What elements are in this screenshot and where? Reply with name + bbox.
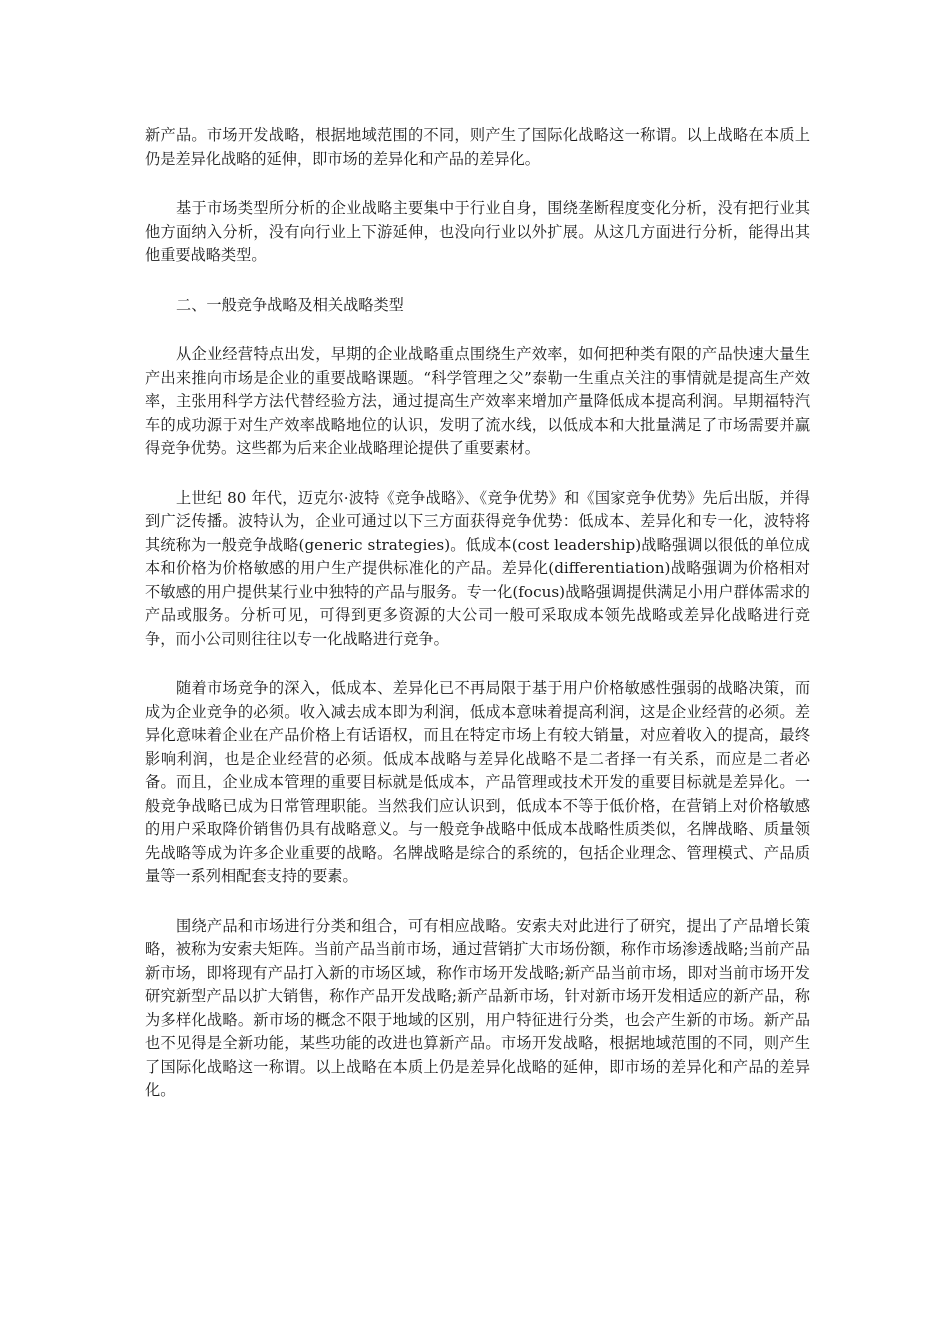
paragraph-4: 上世纪 80 年代，迈克尔·波特《竞争战略》、《竞争优势》和《国家竞争优势》先后出版，并得到广泛传播。波特认为，企业可通过以下三方面获得竞争优势：低成本、差异化和专一化，波特将其统称为一般竞争战略(generic strategies)。低成本(cost leadership)战略强调以很低的单位成本和价格为价格敏感的用户生产提供标准化的产品。差异化(differentiation)战略强调为价格相对不敏感的用户提供某行业中独特的产品与服务。专一化(focus)战略强调提供满足小用户群体需求的产品或服务。分析可见，可得到更多资源的大公司一般可采取成本领先战略或差异化战略进行竞争，而小公司则往往以专一化战略进行竞争。 (145, 488, 810, 648)
paragraph-2: 基于市场类型所分析的企业战略主要集中于行业自身，围绕垄断程度变化分析，没有把行业其他方面纳入分析，没有向行业上下游延伸，也没向行业以外扩展。从这几方面进行分析，能得出其他重要战略类型。 (145, 199, 810, 264)
paragraph-1: 新产品。市场开发战略，根据地域范围的不同，则产生了国际化战略这一称谓。以上战略在本质上仍是差异化战略的延伸，即市场的差异化和产品的差异化。 (145, 126, 810, 168)
document-page (145, 124, 810, 1129)
section-heading: 二、一般竞争战略及相关战略类型 (176, 295, 404, 314)
paragraph-6: 围绕产品和市场进行分类和组合，可有相应战略。安索夫对此进行了研究，提出了产品增长策略，被称为安索夫矩阵。当前产品当前市场，通过营销扩大市场份额，称作市场渗透战略;当前产品新市场，即将现有产品打入新的市场区域，称作市场开发战略;新产品当前市场，即对当前市场开发研究新型产品以扩大销售，称作产品开发战略;新产品新市场，针对新市场开发相适应的新产品，称为多样化战略。新市场的概念不限于地域的区别，用户特征进行分类，也会产生新的市场。新产品也不见得是全新功能，某些功能的改进也算新产品。市场开发战略，根据地域范围的不同，则产生了国际化战略这一称谓。以上战略在本质上仍是差异化战略的延伸，即市场的差异化和产品的差异化。 (145, 916, 810, 1099)
paragraph-5: 随着市场竞争的深入，低成本、差异化已不再局限于基于用户价格敏感性强弱的战略决策，而成为企业竞争的必须。收入减去成本即为利润，低成本意味着提高利润，这是企业经营的必须。差异化意味着企业在产品价格上有话语权，而且在特定市场上有较大销量，对应着收入的提高，最终影响利润，也是企业经营的必须。低成本战略与差异化战略不是二者择一有关系，而应是二者必备。而且，企业成本管理的重要目标就是低成本，产品管理或技术开发的重要目标就是差异化。一般竞争战略已成为日常管理职能。当然我们应认识到，低成本不等于低价格，在营销上对价格敏感的用户采取降价销售仍具有战略意义。与一般竞争战略中低成本战略性质类似，名牌战略、质量领先战略等成为许多企业重要的战略。名牌战略是综合的系统的，包括企业理念、管理模式、产品质量等一系列相配套支持的要素。 (145, 679, 810, 885)
paragraph-3: 从企业经营特点出发，早期的企业战略重点围绕生产效率，如何把种类有限的产品快速大量生产出来推向市场是企业的重要战略课题。“科学管理之父”泰勒一生重点关注的事情就是提高生产效率，主张用科学方法代替经验方法，通过提高生产效率来增加产量降低成本提高利润。早期福特汽车的成功源于对生产效率战略地位的认识，发明了流水线，以低成本和大批量满足了市场需要并赢得竞争优势。这些都为后来企业战略理论提供了重要素材。 (145, 345, 810, 457)
